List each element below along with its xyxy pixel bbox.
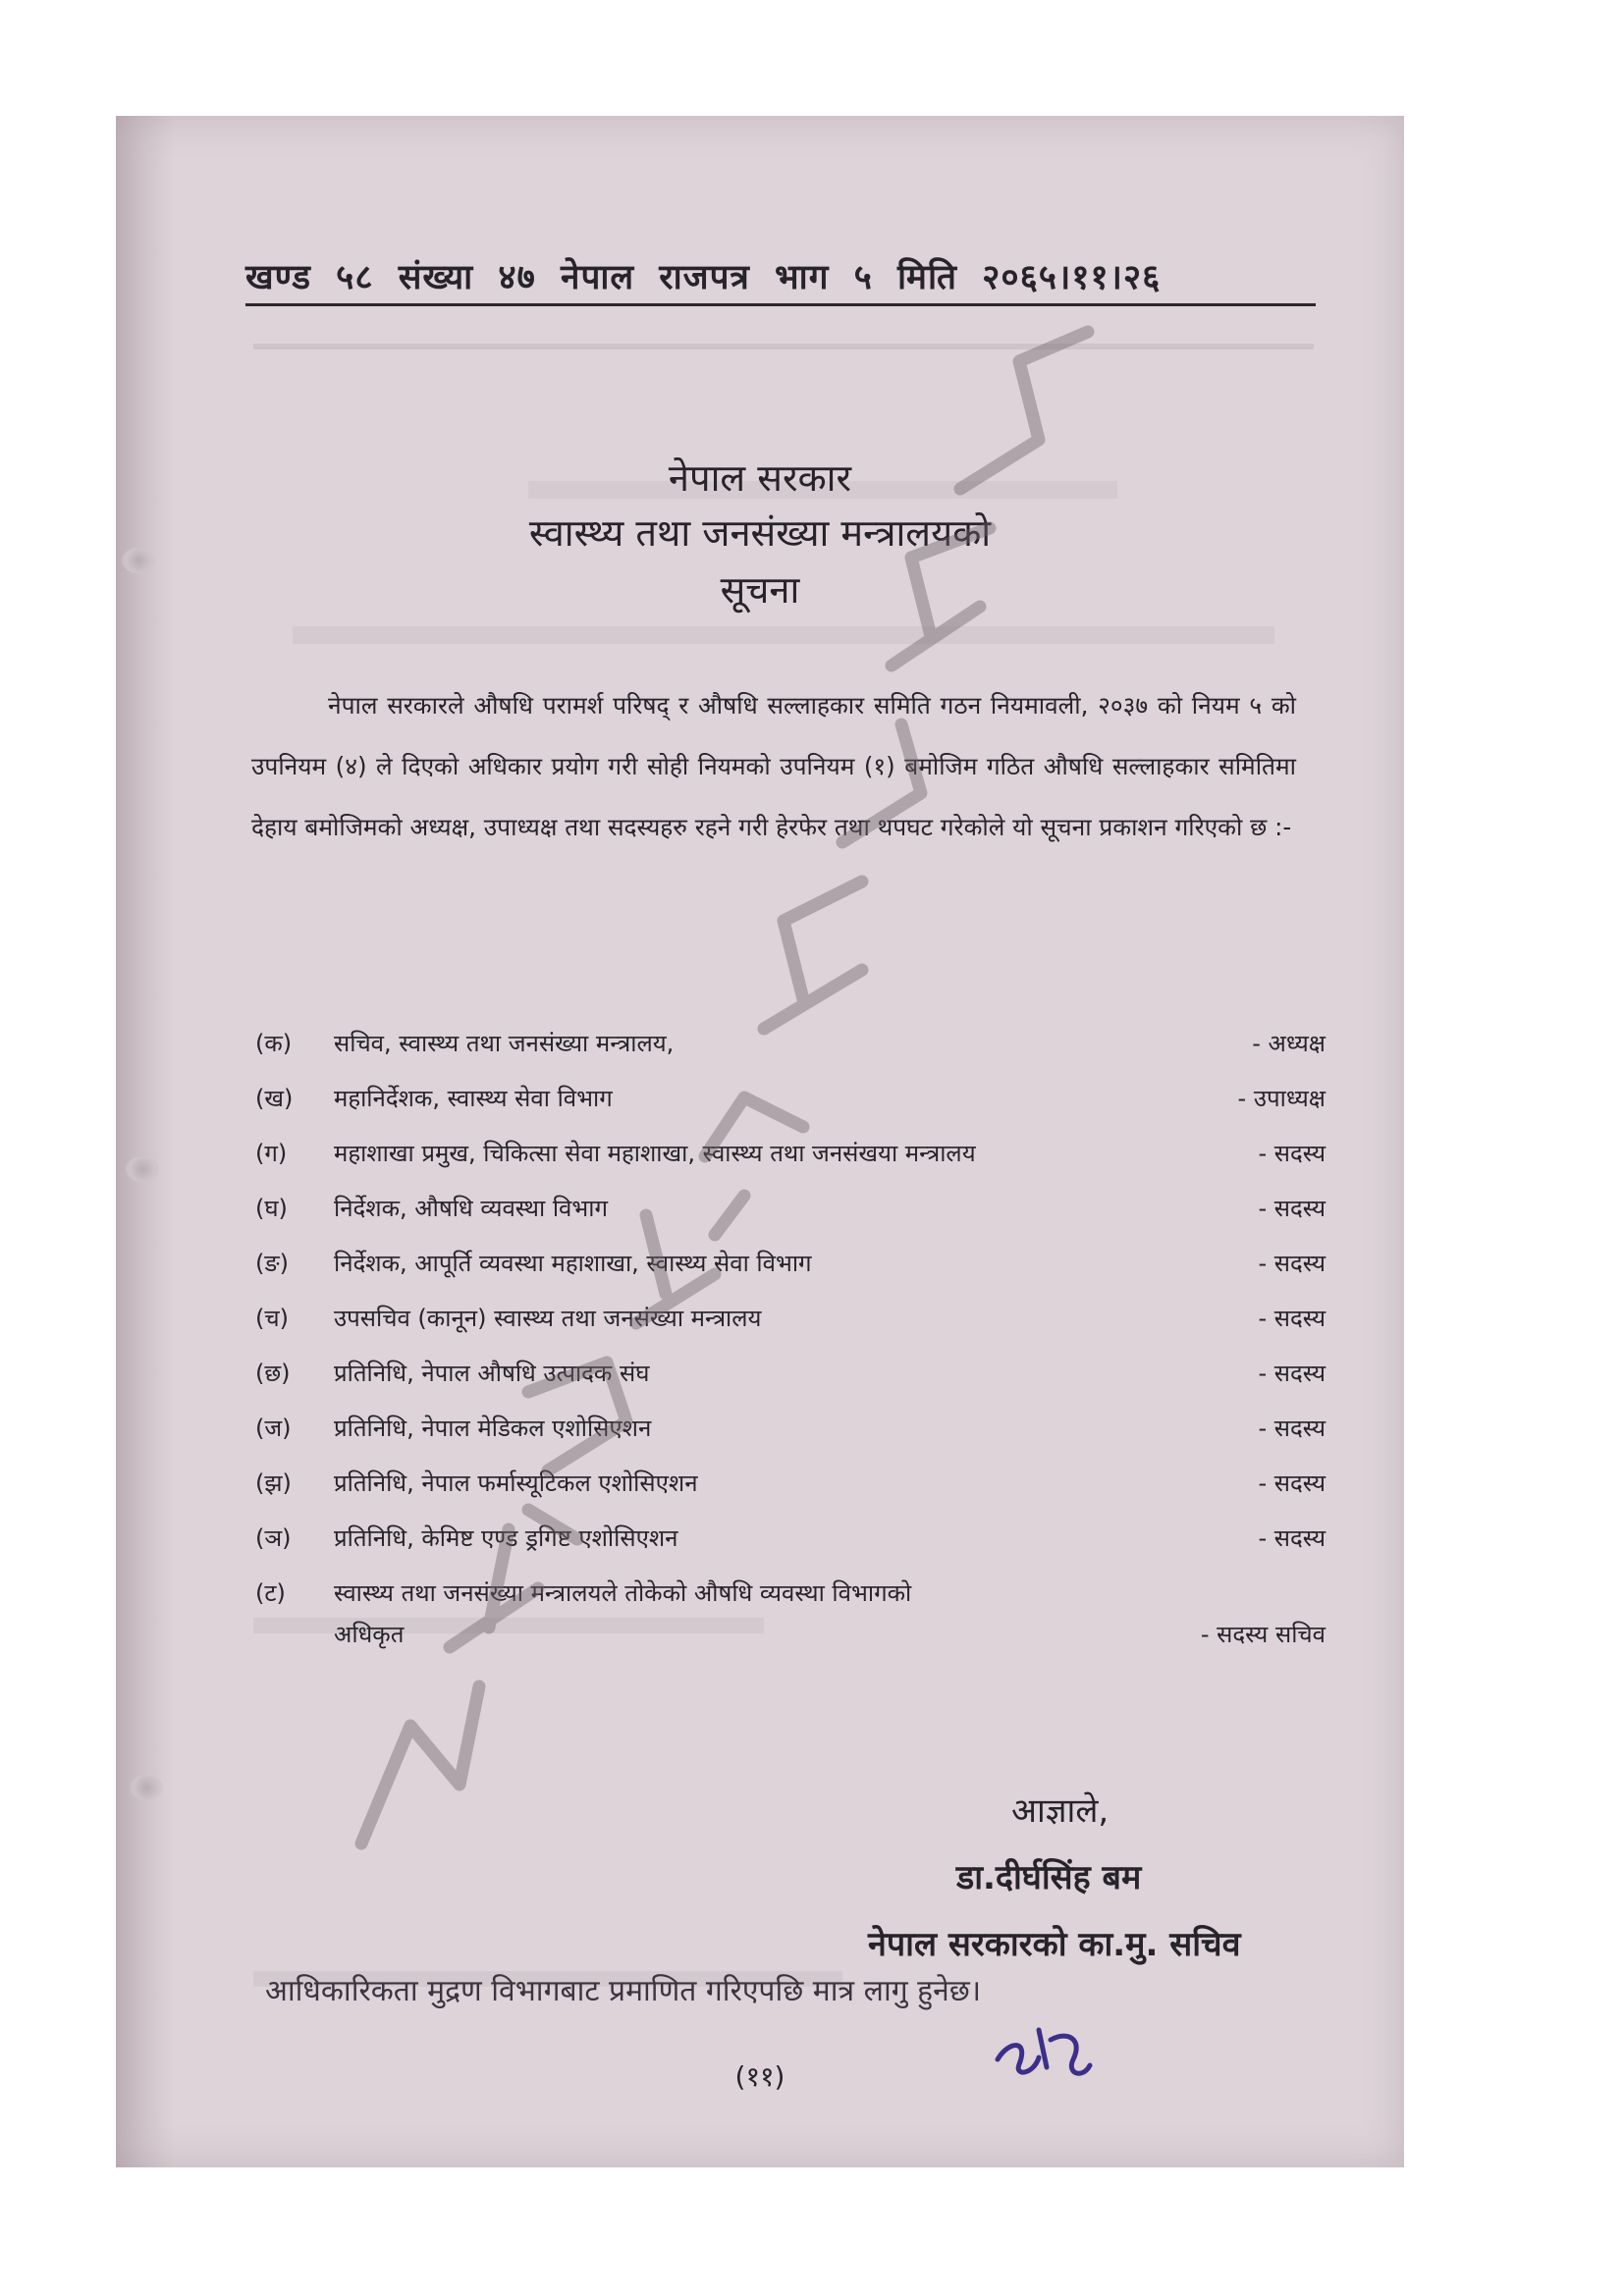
member-role: - अध्यक्ष [1252,1030,1326,1057]
member-role: - सदस्य [1258,1360,1326,1387]
member-role: - सदस्य [1258,1415,1326,1442]
member-role: - सदस्य [1258,1469,1326,1497]
member-code: (क) [255,1030,293,1057]
member-role: - सदस्य [1258,1195,1326,1222]
signature-order: आज्ञाले, [1011,1791,1110,1831]
member-code: (घ) [255,1195,288,1222]
member-name-continuation: अधिकृत [334,1621,405,1648]
member-name: सचिव, स्वास्थ्य तथा जनसंख्या मन्त्रालय, [334,1030,675,1057]
page-number: (११) [734,2060,785,2093]
member-name: महानिर्देशक, स्वास्थ्य सेवा विभाग [334,1085,613,1112]
member-name: निर्देशक, औषधि व्यवस्था विभाग [334,1195,608,1222]
member-name: निर्देशक, आपूर्ति व्यवस्था महाशाखा, स्वास्थ्य सेवा विभाग [334,1250,812,1277]
gazette-header: खण्ड ५८ संख्या ४७ नेपाल राजपत्र भाग ५ मिति २०६५।११।२६ [245,253,1316,306]
member-code: (च) [255,1305,289,1332]
member-name: महाशाखा प्रमुख, चिकित्सा सेवा महाशाखा, स्वास्थ्य तथा जनसंखया मन्त्रालय [334,1140,976,1167]
member-code: (छ) [255,1360,291,1387]
handwritten-ink-mark [990,2020,1098,2089]
member-code: (ख) [255,1085,294,1112]
member-role: - उपाध्यक्ष [1237,1085,1326,1112]
member-code: (ट) [255,1579,286,1607]
member-role: - सदस्य [1258,1305,1326,1332]
government-title: नेपाल सरकार [668,456,852,500]
member-role: - सदस्य [1258,1140,1326,1167]
member-code: (ग) [255,1140,288,1167]
department-stamp-watermark [116,116,1404,2167]
member-name: प्रतिनिधि, केमिष्ट एण्ड ड्रगिष्ट एशोसिएशन [334,1524,678,1552]
ministry-title: स्वास्थ्य तथा जनसंख्या मन्त्रालयको [528,511,992,555]
member-code: (ज) [255,1415,292,1442]
member-name: प्रतिनिधि, नेपाल मेडिकल एशोसिएशन [334,1415,652,1442]
member-code: (ङ) [255,1250,290,1277]
gazette-page [116,116,1404,2167]
notice-title: सूचना [720,568,800,612]
member-role: - सदस्य [1258,1524,1326,1552]
footer-authentication-note: आधिकारिकता मुद्रण विभागबाट प्रमाणित गरिएपछि मात्र लागु हुनेछ। [265,1974,982,2008]
member-name: उपसचिव (कानून) स्वास्थ्य तथा जनसंख्या मन्त्रालय [334,1305,762,1332]
member-role: - सदस्य सचिव [1200,1621,1326,1648]
member-role: - सदस्य [1258,1250,1326,1277]
member-code: (ञ) [255,1524,292,1552]
signature-designation: नेपाल सरकारको का.मु. सचिव [868,1925,1241,1964]
member-name: प्रतिनिधि, नेपाल औषधि उत्पादक संघ [334,1360,650,1387]
member-name: स्वास्थ्य तथा जनसंख्या मन्त्रालयले तोकेको औषधि व्यवस्था विभागको [334,1579,912,1607]
signature-name: डा.दीर्घसिंह बम [956,1858,1142,1897]
member-code: (झ) [255,1469,292,1497]
notice-body: नेपाल सरकारले औषधि परामर्श परिषद् र औषधि सल्लाहकार समिति गठन नियमावली, २०३७ को नियम ५ को उपनियम (४) ले दिएको अधिकार प्रयोग गरी सोही नियमको उपनियम (१) बमोजिम गठित औषधि सल्लाहकार समितिमा देहाय बमोजिमको अध्यक्ष, उपाध्यक्ष तथा सदस्यहरु रहने गरी हेरफेर तथा थपघट गरेकोले यो सूचना प्रकाशन गरिएको छ :- [251,691,1296,841]
member-name: प्रतिनिधि, नेपाल फर्मास्यूटिकल एशोसिएशन [334,1469,698,1497]
